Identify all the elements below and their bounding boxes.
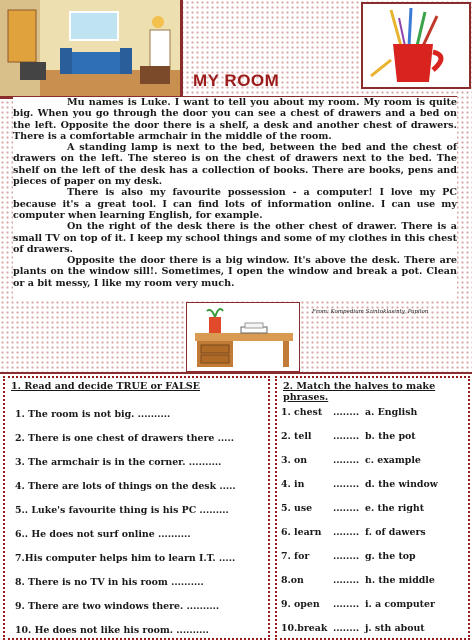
true-false-exercise: [3, 376, 270, 640]
list-item: 2. There is one chest of drawers there .....: [15, 433, 234, 444]
list-item: 5.. Luke's favourite thing is his PC .........: [15, 505, 229, 516]
list-item: 10. He does not like his room. ..........: [15, 625, 209, 636]
list-item: 4. There are lots of things on the desk .....: [15, 481, 236, 492]
room-illustration: [0, 0, 183, 99]
exercise-heading: 1. Read and decide TRUE or FALSE: [11, 381, 200, 392]
source-credit: From: Kompedium Szintoklasinty, Papilon: [312, 309, 429, 315]
reading-text: [13, 96, 457, 300]
paragraph: There is also my favourite possession - a computer! I love my PC because it's a great tool. I can find lots of information online. I can use my computer when learning English, for example.: [13, 187, 457, 221]
list-item: 1. The room is not big. ..........: [15, 409, 171, 420]
desk-illustration: [186, 302, 300, 372]
list-item: 8. There is no TV in his room ..........: [15, 577, 204, 588]
list-item: 1. chest ........ a. English: [281, 407, 418, 418]
paragraph: A standing lamp is next to the bed, between the bed and the chest of drawers on the left. The stereo is on the chest of drawers next to the bed. The shelf on the left of the desk has a collection of books. There are books, pens and pieces of paper on my desk.: [13, 142, 457, 188]
list-item: 5. use ........ e. the right: [281, 503, 425, 514]
exercise-heading: 2. Match the halves to make phrases.: [283, 381, 436, 403]
list-item: 8.on ........ h. the middle: [281, 575, 435, 586]
list-item: 3. The armchair is in the corner. ..........: [15, 457, 222, 468]
list-item: 4. in ........ d. the window: [281, 479, 438, 490]
paragraph: On the right of the desk there is the other chest of drawer. There is a small TV on top of it. I keep my school things and some of my clothes in this chest of drawers.: [13, 221, 458, 255]
list-item: 9. open ........ i. a computer: [281, 599, 435, 610]
list-item: 10.break ........ j. sth about: [281, 623, 425, 634]
list-item: 6. learn ........ f. of dawers: [281, 527, 426, 538]
list-item: 2. tell ........ b. the pot: [281, 431, 416, 442]
paragraph: Mu names is Luke. I want to tell you about my room. My room is quite big. When you go through the door you can see a chest of drawers and a bed on the left. Opposite the door there is a shelf, a desk and another chest of drawers. There is a comfortable armchair in the middle of the room.: [13, 97, 457, 142]
list-item: 3. on ........ c. example: [281, 455, 421, 466]
list-item: 9. There are two windows there. ..........: [15, 601, 220, 612]
pencil-cup-illustration: [361, 2, 471, 89]
paragraph: Opposite the door there is a big window. It's above the desk. There are plants on the window sill!. Sometimes, I open the window and break a pot. Clean or a bit messy, I like my room very much.: [13, 255, 457, 289]
page-title: MY ROOM: [193, 71, 280, 90]
list-item: 7. for ........ g. the top: [281, 551, 416, 562]
list-item: 7.His computer helps him to learn I.T. .....: [15, 553, 236, 564]
matching-exercise: [275, 376, 470, 640]
list-item: 6.. He does not surf online ..........: [15, 529, 191, 540]
